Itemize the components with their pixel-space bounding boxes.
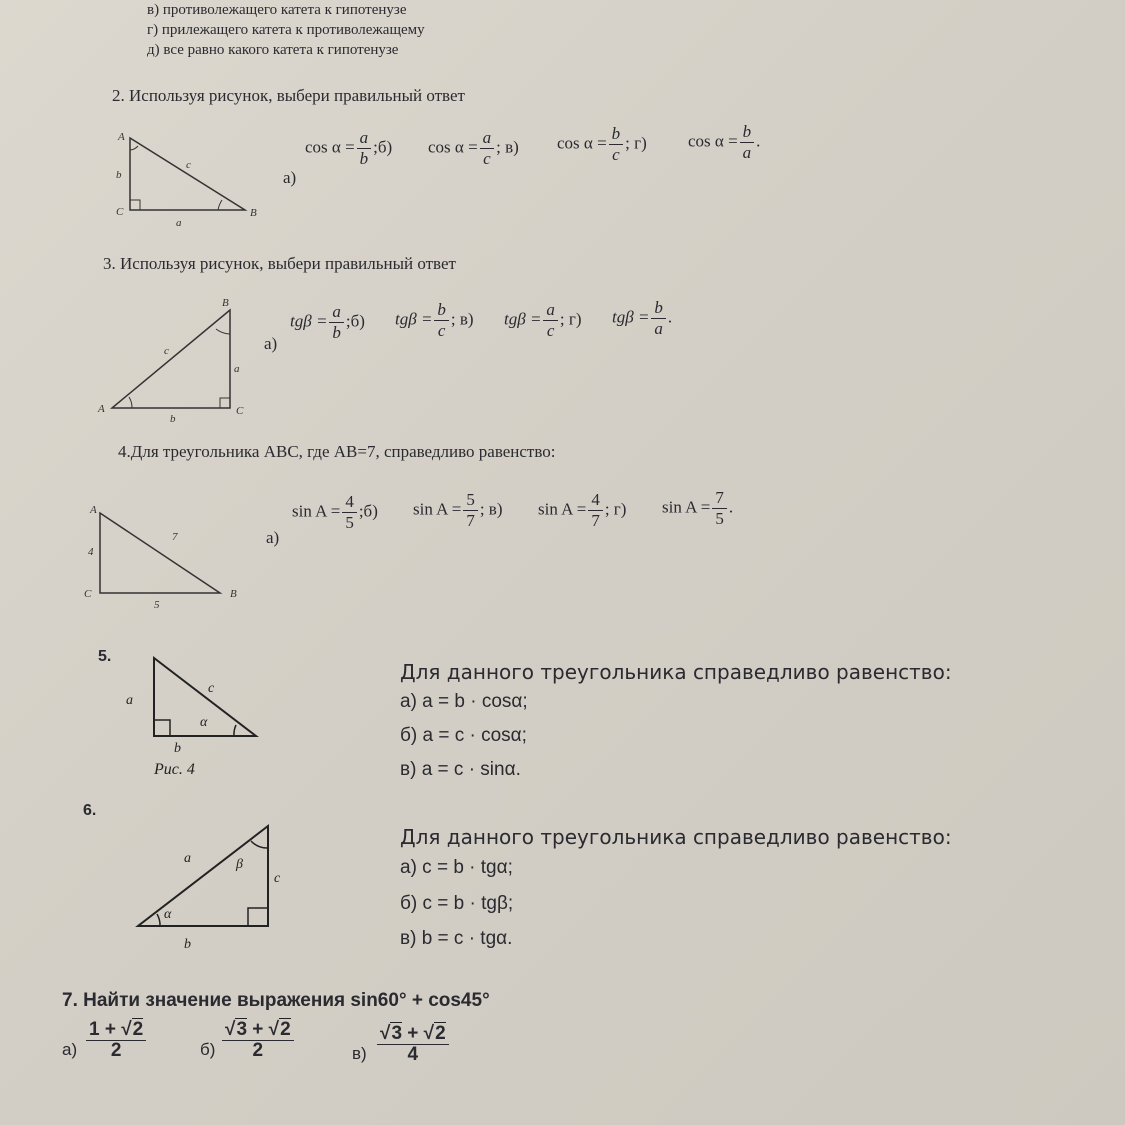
q6-title: Для данного треугольника справедливо равенство: [400,825,952,849]
q3-label-B: B [222,297,229,309]
q6-option-b: б) c = b · tgβ; [400,893,514,914]
q2-label-c: c [186,159,191,171]
q6-label-c: c [274,871,281,886]
q5-label-c: c [208,681,215,696]
q6-triangle-figure [128,816,288,956]
q7-option-b-label: б) [200,1040,216,1059]
q5-title: Для данного треугольника справедливо равенство: [400,660,952,684]
q5-triangle-figure [118,650,278,780]
q5-caption: Рис. 4 [154,761,195,778]
q2-option-2: cos α = $\frac{a}{c}$ ; в) [428,128,519,168]
q6-option-c: в) b = c · tgα. [400,928,513,949]
q2-label-C: C [116,206,124,218]
q3-label-C: C [236,405,244,417]
q4-option-1: sin A = $\frac{4}{5}$ ;б) [292,492,378,532]
q7-option-c-label: в) [352,1044,367,1063]
q3-label-c: c [164,345,169,357]
intro-line-d: д) все равно какого катета к гипотенузе [147,42,399,58]
q7-title: 7. Найти значение выражения sin60° + cos45° [62,990,490,1011]
q2-option-1: cos α = $\frac{a}{b}$ ;б) [305,128,393,168]
q6-label-beta: β [236,857,243,872]
q6-label-alpha: α [164,907,172,922]
q4-label-side-ac: 4 [88,546,94,558]
q4-label-A: A [90,504,97,516]
intro-line-v: в) противолежащего катета к гипотенузе [147,2,407,18]
q3-option-2: tgβ = $\frac{b}{c}$ ; в) [395,300,474,340]
q3-label-a: a [234,363,240,375]
q4-title: 4.Для треугольника ABC, где AB=7, справедливо равенство: [118,442,556,461]
q4-label-side-cb: 5 [154,599,160,611]
q7-option-c: $\frac{√3 + √2}{4}$ [375,1024,451,1065]
intro-line-g: г) прилежащего катета к противолежащему [147,22,425,38]
q5-option-c: в) a = c · sinα. [400,759,521,780]
q2-option-4: cos α = $\frac{b}{a}$ . [688,122,761,162]
q2-label-b: b [116,169,122,181]
q4-triangle-figure [80,505,250,610]
q3-triangle-figure [92,296,252,426]
q2-triangle-figure [110,128,260,228]
q3-label-A: A [98,403,105,415]
q4-option-3: sin A = $\frac{4}{7}$ ; г) [538,490,627,530]
q4-label-C: C [84,588,92,600]
q6-number: 6. [83,802,97,819]
q7-option-a: $\frac{1 + √2}{2}$ [84,1020,148,1061]
q4-prefix: а) [266,528,280,547]
q3-option-3: tgβ = $\frac{a}{c}$ ; г) [504,300,582,340]
q5-option-b: б) a = c · cosα; [400,725,527,746]
q5-label-a: a [126,693,133,708]
q2-option-3: cos α = $\frac{b}{c}$ ; г) [557,124,647,164]
q5-option-a: а) a = b · cosα; [400,691,528,712]
q6-label-b: b [184,937,191,952]
q3-label-b: b [170,413,176,425]
q6-option-a: а) c = b · tgα; [400,857,513,878]
q4-label-side-ab: 7 [172,531,178,543]
q7-option-b: $\frac{√3 + √2}{2}$ [220,1020,296,1061]
q2-prefix: а) [283,168,297,187]
q3-title: 3. Используя рисунок, выбери правильный ответ [103,254,456,273]
q2-label-B: B [250,207,257,219]
q3-option-1: tgβ = $\frac{a}{b}$ ;б) [290,302,365,342]
q2-label-A: A [118,131,125,143]
q3-prefix: а) [264,334,278,353]
q5-label-alpha: α [200,715,208,730]
q6-label-a: a [184,851,191,866]
q3-option-4: tgβ = $\frac{b}{a}$ . [612,298,673,338]
q4-option-2: sin A = $\frac{5}{7}$ ; в) [413,490,503,530]
q2-label-a: a [176,217,182,229]
q4-option-4: sin A = $\frac{7}{5}$ . [662,488,734,528]
q4-label-B: B [230,588,237,600]
q5-number: 5. [98,648,112,665]
q5-label-b: b [174,741,181,756]
q7-option-a-label: а) [62,1040,78,1059]
q2-title: 2. Используя рисунок, выбери правильный ответ [112,86,465,105]
